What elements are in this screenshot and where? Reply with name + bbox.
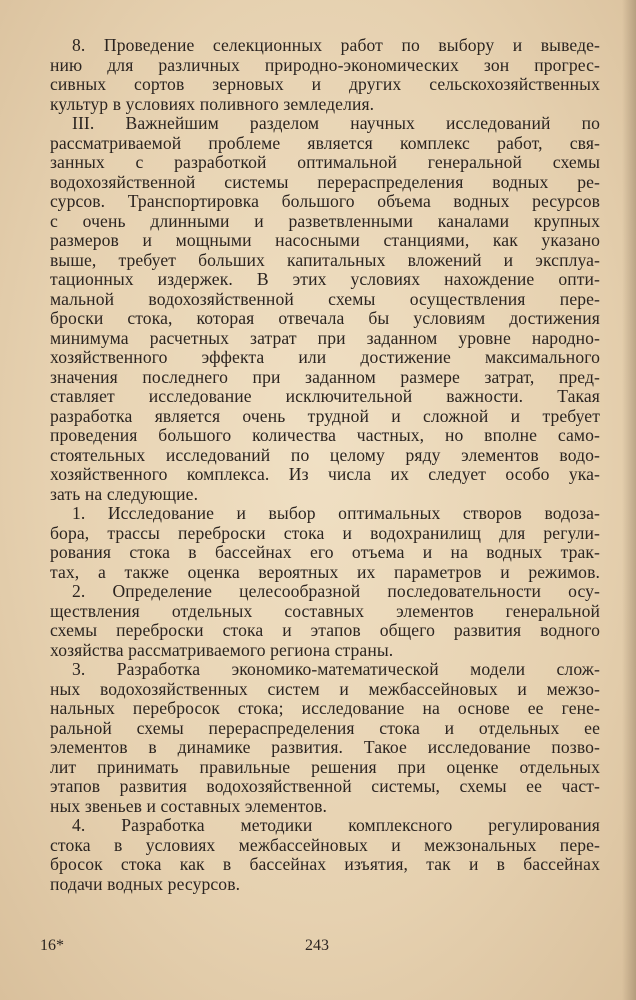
text-line: сурсов. Транспортировка большого объема водных ресурсов [50,191,600,211]
text-line: культур в условиях поливного земледелия. [50,93,375,114]
text-line: тах, а также оценка вероятных их параметров и режимов. [50,561,600,582]
page-number: 243 [305,937,329,954]
text-line: 3. Разработка экономико-математической модели слож- [72,659,600,679]
text-line: водохозяйственной системы перераспределения водных ре- [50,171,600,192]
text-line: ществления отдельных составных элементов генеральной [50,600,600,621]
text-line: броски стока, которая отвечала бы условиям достижения [50,308,600,328]
text-line: ставляет исследование исключительной важности. Такая [50,386,600,406]
text-line: рассматриваемой проблеме является комплекс работ, свя- [50,132,600,153]
text-line: нию для различных природно-экономических зон прогрес- [50,54,600,75]
text-line: ных водохозяйственных систем и межбассейновых и межзо- [50,678,600,699]
text-line: 4. Разработка методики комплексного регулирования [72,815,600,835]
text-line: 2. Определение целесообразной последовательности осу- [72,581,600,601]
text-line: 8. Проведение селекционных работ по выбору и выведе- [72,35,600,55]
text-line: ральной схемы перераспределения стока и отдельных ее [50,717,600,738]
page-footer [0,937,636,959]
body-text [50,36,600,894]
text-line: рования стока в бассейнах его отъема и на водных трак- [50,542,600,562]
text-line: схемы переброски стока и этапов общего развития водного [50,620,600,640]
signature-mark: 16* [40,937,64,954]
text-line: проведения большого количества частных, но вполне само- [50,425,600,445]
text-line: III. Важнейшим разделом научных исследований по [72,113,600,133]
page-edge-shadow [622,0,636,1000]
text-line: выше, требует больших капитальных вложений и эксплуа- [50,249,600,270]
text-line: разработка является очень трудной и сложной и требует [50,405,600,426]
text-line: размеров и мощными насосными станциями, как указано [50,230,600,250]
text-line: элементов в динамике развития. Такое исследование позво- [50,737,600,757]
text-line: мальной водохозяйственной схемы осуществления пере- [50,288,600,309]
text-line: бросок стока как в бассейнах изъятия, так и в бассейнах [50,854,600,874]
text-line: подачи водных ресурсов. [50,873,241,894]
text-line: хозяйственного эффекта или достижение максимального [50,347,600,367]
text-line: с очень длинными и разветвленными каналами крупных [50,210,600,231]
text-line: стоятельных исследований по целому ряду элементов водо- [50,444,600,465]
text-line: ных звеньев и составных элементов. [50,795,328,816]
text-line: нальных перебросок стока; исследование на основе ее гене- [50,698,600,718]
text-line: значения последнего при заданном размере затрат, пред- [50,366,600,387]
text-line: зать на следующие. [50,483,199,504]
text-line: минимума расчетных затрат при заданном уровне народно- [50,327,600,348]
text-line: 1. Исследование и выбор оптимальных створов водоза- [72,503,600,523]
text-line: сивных сортов зерновых и других сельскохозяйственных [50,74,600,94]
text-line: занных с разработкой оптимальной генеральной схемы [50,152,600,172]
text-line: хозяйственного комплекса. Из числа их следует особо ука- [50,464,600,484]
text-line: лит принимать правильные решения при оценке отдельных [50,756,600,777]
text-line: этапов развития водохозяйственной системы, схемы ее част- [50,776,600,796]
text-line: бора, трассы переброски стока и водохранилищ для регули- [50,522,600,543]
text-line: стока в условиях межбассейновых и межзональных пере- [50,834,600,855]
text-line: тационных издержек. В этих условиях нахождение опти- [50,269,600,289]
text-line: хозяйства рассматриваемого региона страны. [50,639,394,660]
